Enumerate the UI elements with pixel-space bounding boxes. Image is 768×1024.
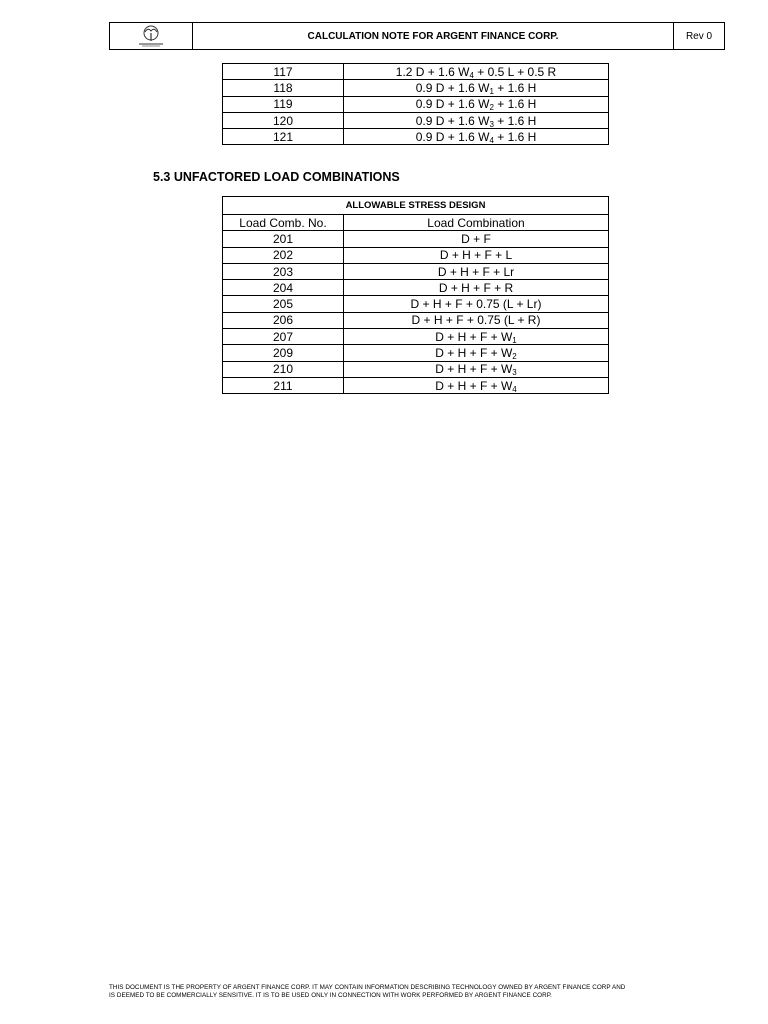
load-comb-number: 121 (223, 129, 344, 145)
combination-text: 0.9 D + 1.6 W (415, 97, 490, 112)
load-comb-number: 204 (223, 280, 344, 296)
wind-case-subscript: 4 (489, 135, 494, 145)
load-combination (344, 345, 609, 361)
document-title: CALCULATION NOTE FOR ARGENT FINANCE CORP. (193, 23, 674, 49)
wind-case-subscript: 4 (512, 384, 517, 394)
wind-case-subscript: 1 (489, 86, 494, 96)
combination-text: D + H + F + W (435, 362, 513, 377)
combination-tail: + 1.6 H (493, 129, 537, 144)
load-comb-number: 202 (223, 247, 344, 263)
load-comb-number: 203 (223, 263, 344, 279)
load-combination (344, 296, 609, 312)
wind-case-subscript: 3 (512, 368, 517, 378)
load-comb-number: 207 (223, 329, 344, 345)
footer-line: THIS DOCUMENT IS THE PROPERTY OF ARGENT FINANCE CORP. IT MAY CONTAIN INFORMATION DESCRIBING TECHNOLOGY OWNED BY ARGENT FINANCE CORP AND (109, 984, 626, 991)
load-combination (344, 80, 609, 96)
confidentiality-footer (109, 984, 729, 1000)
load-combination (344, 64, 609, 80)
table-row (223, 112, 609, 128)
column-header-combination: Load Combination (344, 215, 609, 231)
combination-text: 0.9 D + 1.6 W (415, 113, 490, 128)
section-heading: 5.3 UNFACTORED LOAD COMBINATIONS (153, 170, 400, 184)
table-row (223, 345, 609, 361)
table-row (223, 361, 609, 377)
load-combination (344, 247, 609, 263)
load-comb-number: 211 (223, 377, 344, 393)
document-header (109, 22, 725, 50)
table-row (223, 312, 609, 328)
combination-tail: + 1.6 H (493, 97, 537, 112)
footer-line: IS DEEMED TO BE COMMERCIALLY SENSITIVE. IT IS TO BE USED ONLY IN CONNECTION WITH WORK PERFORMED BY ARGENT FINANCE CORP. (109, 992, 552, 999)
column-header-no: Load Comb. No. (223, 215, 344, 231)
combination-text: 0.9 D + 1.6 W (415, 80, 490, 95)
table-row (223, 377, 609, 393)
load-comb-number: 210 (223, 361, 344, 377)
load-combination (344, 96, 609, 112)
load-combination (344, 280, 609, 296)
revision-label: Rev 0 (685, 30, 713, 42)
combination-text: D + H + F + 0.75 (L + Lr) (410, 297, 542, 312)
load-comb-number: 118 (223, 80, 344, 96)
load-combination (344, 112, 609, 128)
table-row (223, 247, 609, 263)
combination-text: D + H + F + 0.75 (L + R) (411, 313, 541, 328)
load-comb-number: 209 (223, 345, 344, 361)
factored-load-table (222, 63, 609, 145)
wind-case-subscript: 3 (489, 119, 494, 129)
load-comb-number: 206 (223, 312, 344, 328)
load-combination (344, 329, 609, 345)
combination-tail: + 1.6 H (493, 80, 537, 95)
combination-tail: + 1.6 H (493, 113, 537, 128)
load-comb-number: 119 (223, 96, 344, 112)
table-row (223, 129, 609, 145)
load-comb-number: 117 (223, 64, 344, 80)
load-combination (344, 361, 609, 377)
table-row (223, 231, 609, 247)
table-row (223, 296, 609, 312)
combination-text: D + H + F + W (435, 329, 513, 344)
combination-text: 0.9 D + 1.6 W (415, 129, 490, 144)
combination-text: D + F (461, 231, 491, 246)
table-row (223, 263, 609, 279)
wind-case-subscript: 2 (489, 103, 494, 113)
combination-text: 1.2 D + 1.6 W (395, 64, 470, 79)
load-combination (344, 377, 609, 393)
load-comb-number: 120 (223, 112, 344, 128)
table-row (223, 329, 609, 345)
combination-tail: + 0.5 L + 0.5 R (473, 64, 557, 79)
tree-logo-icon (134, 24, 168, 48)
combination-text: D + H + F + W (435, 378, 513, 393)
table-title: ALLOWABLE STRESS DESIGN (223, 197, 609, 215)
combination-text: D + H + F + L (439, 248, 513, 263)
load-comb-number: 201 (223, 231, 344, 247)
asd-load-table (222, 196, 609, 394)
table-row (223, 96, 609, 112)
load-combination (344, 129, 609, 145)
combination-text: D + H + F + R (438, 280, 514, 295)
load-combination (344, 312, 609, 328)
combination-text: D + H + F + W (435, 346, 513, 361)
wind-case-subscript: 2 (512, 352, 517, 362)
company-logo (110, 23, 193, 49)
load-combination (344, 231, 609, 247)
table-row (223, 280, 609, 296)
wind-case-subscript: 1 (512, 335, 517, 345)
load-combination (344, 263, 609, 279)
table-title-row (223, 197, 609, 215)
table-row (223, 64, 609, 80)
load-comb-number: 205 (223, 296, 344, 312)
wind-case-subscript: 4 (469, 70, 474, 80)
combination-text: D + H + F + Lr (437, 264, 515, 279)
table-header-row (223, 215, 609, 231)
table-row (223, 80, 609, 96)
